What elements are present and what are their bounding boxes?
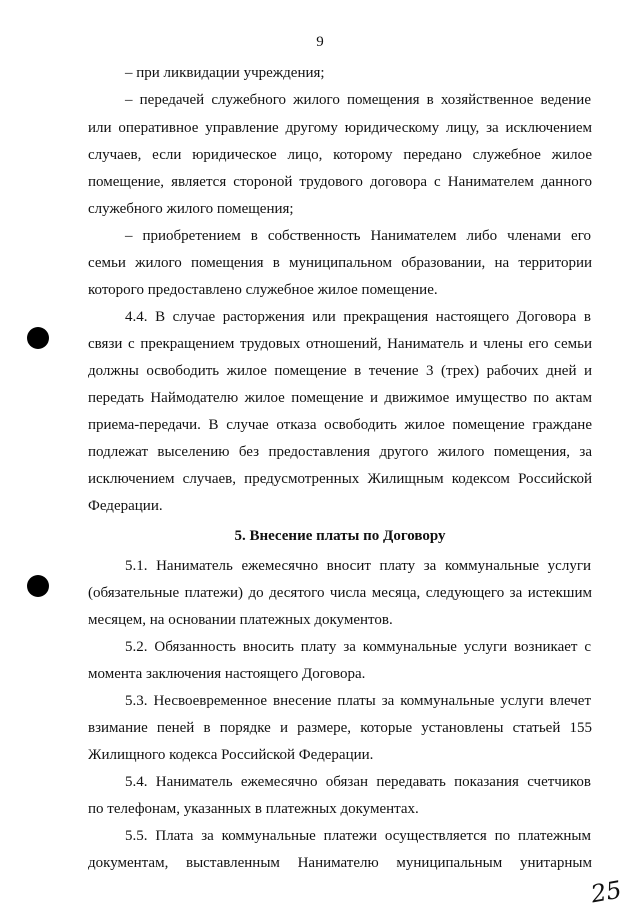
text-line: исключением случаев, предусмотренных Жилищным кодексом Российской (88, 471, 592, 487)
text-line: 5.2. Обязанность вносить плату за коммунальные услуги возникает с (125, 639, 591, 655)
text-line: приема-передачи. В случае отказа освободить жилое помещение граждане (88, 417, 592, 433)
punch-hole-top (27, 327, 49, 349)
text-line: или оперативное управление другому юридическому лицу, за исключением (88, 120, 592, 136)
text-line: служебного жилого помещения; (88, 201, 294, 217)
text-line: (обязательные платежи) до десятого числа месяца, следующего за истекшим (88, 585, 592, 601)
text-line: Федерации. (88, 498, 163, 514)
text-line: случаев, если юридическое лицо, которому передано служебное жилое (88, 147, 592, 163)
punch-hole-bottom (27, 575, 49, 597)
text-line: передать Наймодателю жилое помещение и движимое имущество по актам (88, 390, 592, 406)
text-line: 5.3. Несвоевременное внесение платы за коммунальные услуги влечет (125, 693, 591, 709)
text-line: должны освободить жилое помещение в течение 3 (трех) рабочих дней и (88, 363, 592, 379)
text-line: по телефонам, указанных в платежных документах. (88, 801, 419, 817)
text-line: Жилищного кодекса Российской Федерации. (88, 747, 374, 763)
text-line: помещение, является стороной трудового договора с Нанимателем данного (88, 174, 592, 190)
text-line: взимание пеней в порядке и размере, которые установлены статьей 155 (88, 720, 592, 736)
text-line: – приобретением в собственность Нанимателем либо членами его (125, 228, 591, 244)
text-line: – при ликвидации учреждения; (125, 65, 325, 81)
text-line: 5.4. Наниматель ежемесячно обязан передавать показания счетчиков (125, 774, 591, 790)
text-line: семьи жилого помещения в муниципальном образовании, на территории (88, 255, 592, 271)
page-number: 9 (316, 34, 324, 50)
text-line: месяцем, на основании платежных документов. (88, 612, 393, 628)
text-line: связи с прекращением трудовых отношений, Наниматель и члены его семьи (88, 336, 592, 352)
text-line: – передачей служебного жилого помещения в хозяйственное ведение (125, 92, 591, 108)
text-line: подлежат выселению без предоставления другого жилого помещения, за (88, 444, 592, 460)
handwritten-page-number: 25 (589, 875, 625, 909)
text-line: 5.1. Наниматель ежемесячно вносит плату за коммунальные услуги (125, 558, 591, 574)
text-line: документам, выставленным Нанимателю муниципальным унитарным (88, 855, 592, 871)
section-heading: 5. Внесение платы по Договору (234, 528, 446, 544)
text-line: которого предоставлено служебное жилое помещение. (88, 282, 438, 298)
text-line: 5.5. Плата за коммунальные платежи осуществляется по платежным (125, 828, 591, 844)
text-line: 4.4. В случае расторжения или прекращения настоящего Договора в (125, 309, 591, 325)
text-line: момента заключения настоящего Договора. (88, 666, 366, 682)
